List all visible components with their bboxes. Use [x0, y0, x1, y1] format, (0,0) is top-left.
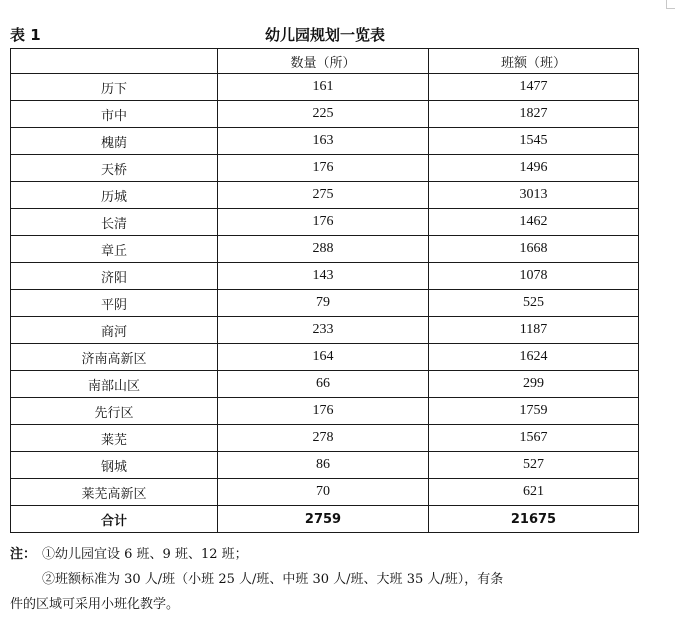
cell-count: 288 — [218, 236, 429, 263]
cell-classes: 1477 — [429, 74, 639, 101]
cell-classes: 1759 — [429, 398, 639, 425]
column-header-district — [11, 49, 218, 74]
cell-district: 长清 — [11, 209, 218, 236]
cell-classes: 1078 — [429, 263, 639, 290]
table-row — [11, 209, 639, 236]
cell-classes: 525 — [429, 290, 639, 317]
cell-district: 平阴 — [11, 290, 218, 317]
cell-classes: 527 — [429, 452, 639, 479]
table-row — [11, 317, 639, 344]
table-row — [11, 101, 639, 128]
cell-count: 79 — [218, 290, 429, 317]
note-line-2 — [10, 567, 650, 592]
total-row — [11, 506, 639, 533]
cell-classes: 1624 — [429, 344, 639, 371]
table-row — [11, 236, 639, 263]
cell-district: 南部山区 — [11, 371, 218, 398]
table-header-row — [11, 49, 639, 74]
cell-district: 槐荫 — [11, 128, 218, 155]
cell-district: 市中 — [11, 101, 218, 128]
cell-district: 历下 — [11, 74, 218, 101]
total-label: 合计 — [11, 506, 218, 533]
kindergarten-plan-table — [10, 48, 639, 533]
table-row — [11, 398, 639, 425]
cell-district: 章丘 — [11, 236, 218, 263]
cell-classes: 1827 — [429, 101, 639, 128]
cell-classes: 621 — [429, 479, 639, 506]
cell-count: 278 — [218, 425, 429, 452]
table-row — [11, 452, 639, 479]
note-line-1 — [10, 542, 650, 567]
table-row — [11, 290, 639, 317]
cell-count: 176 — [218, 155, 429, 182]
table-row — [11, 74, 639, 101]
table-row — [11, 263, 639, 290]
cell-district: 历城 — [11, 182, 218, 209]
cell-classes: 299 — [429, 371, 639, 398]
cell-classes: 1545 — [429, 128, 639, 155]
cell-classes: 1496 — [429, 155, 639, 182]
cell-count: 164 — [218, 344, 429, 371]
table-row — [11, 128, 639, 155]
total-count: 2759 — [218, 506, 429, 533]
notes-label: 注： — [10, 547, 37, 562]
table-number-label: 表 1 — [10, 26, 41, 44]
cell-district: 商河 — [11, 317, 218, 344]
table-row — [11, 371, 639, 398]
cell-count: 275 — [218, 182, 429, 209]
cell-classes: 1462 — [429, 209, 639, 236]
note-line-3 — [10, 592, 650, 617]
cell-count: 163 — [218, 128, 429, 155]
cell-count: 233 — [218, 317, 429, 344]
cell-district: 莱芜高新区 — [11, 479, 218, 506]
cell-district: 先行区 — [11, 398, 218, 425]
cell-count: 225 — [218, 101, 429, 128]
table-row — [11, 479, 639, 506]
note-text-1: ①幼儿园宜设 6 班、9 班、12 班； — [42, 547, 248, 562]
cell-district: 莱芜 — [11, 425, 218, 452]
total-classes: 21675 — [429, 506, 639, 533]
cell-count: 143 — [218, 263, 429, 290]
note-text-2: ②班额标准为 30 人/班（小班 25 人/班、中班 30 人/班、大班 35 人/班），有条 — [42, 572, 504, 587]
table-row — [11, 155, 639, 182]
column-header-count: 数量（所） — [218, 49, 429, 74]
table-row — [11, 344, 639, 371]
cell-count: 86 — [218, 452, 429, 479]
cell-count: 176 — [218, 209, 429, 236]
cell-classes: 1668 — [429, 236, 639, 263]
table-header — [10, 24, 640, 46]
table-row — [11, 425, 639, 452]
cell-count: 70 — [218, 479, 429, 506]
cell-district: 钢城 — [11, 452, 218, 479]
page-corner-mark — [666, 0, 675, 9]
cell-district: 天桥 — [11, 155, 218, 182]
cell-classes: 3013 — [429, 182, 639, 209]
cell-count: 176 — [218, 398, 429, 425]
column-header-classes: 班额（班） — [429, 49, 639, 74]
table-body — [11, 74, 639, 533]
notes-section — [10, 542, 650, 617]
cell-district: 济阳 — [11, 263, 218, 290]
note-text-3: 件的区域可采用小班化教学。 — [10, 597, 180, 612]
table-title: 幼儿园规划一览表 — [264, 26, 385, 44]
cell-district: 济南高新区 — [11, 344, 218, 371]
table-row — [11, 182, 639, 209]
cell-classes: 1187 — [429, 317, 639, 344]
cell-count: 66 — [218, 371, 429, 398]
cell-count: 161 — [218, 74, 429, 101]
cell-classes: 1567 — [429, 425, 639, 452]
